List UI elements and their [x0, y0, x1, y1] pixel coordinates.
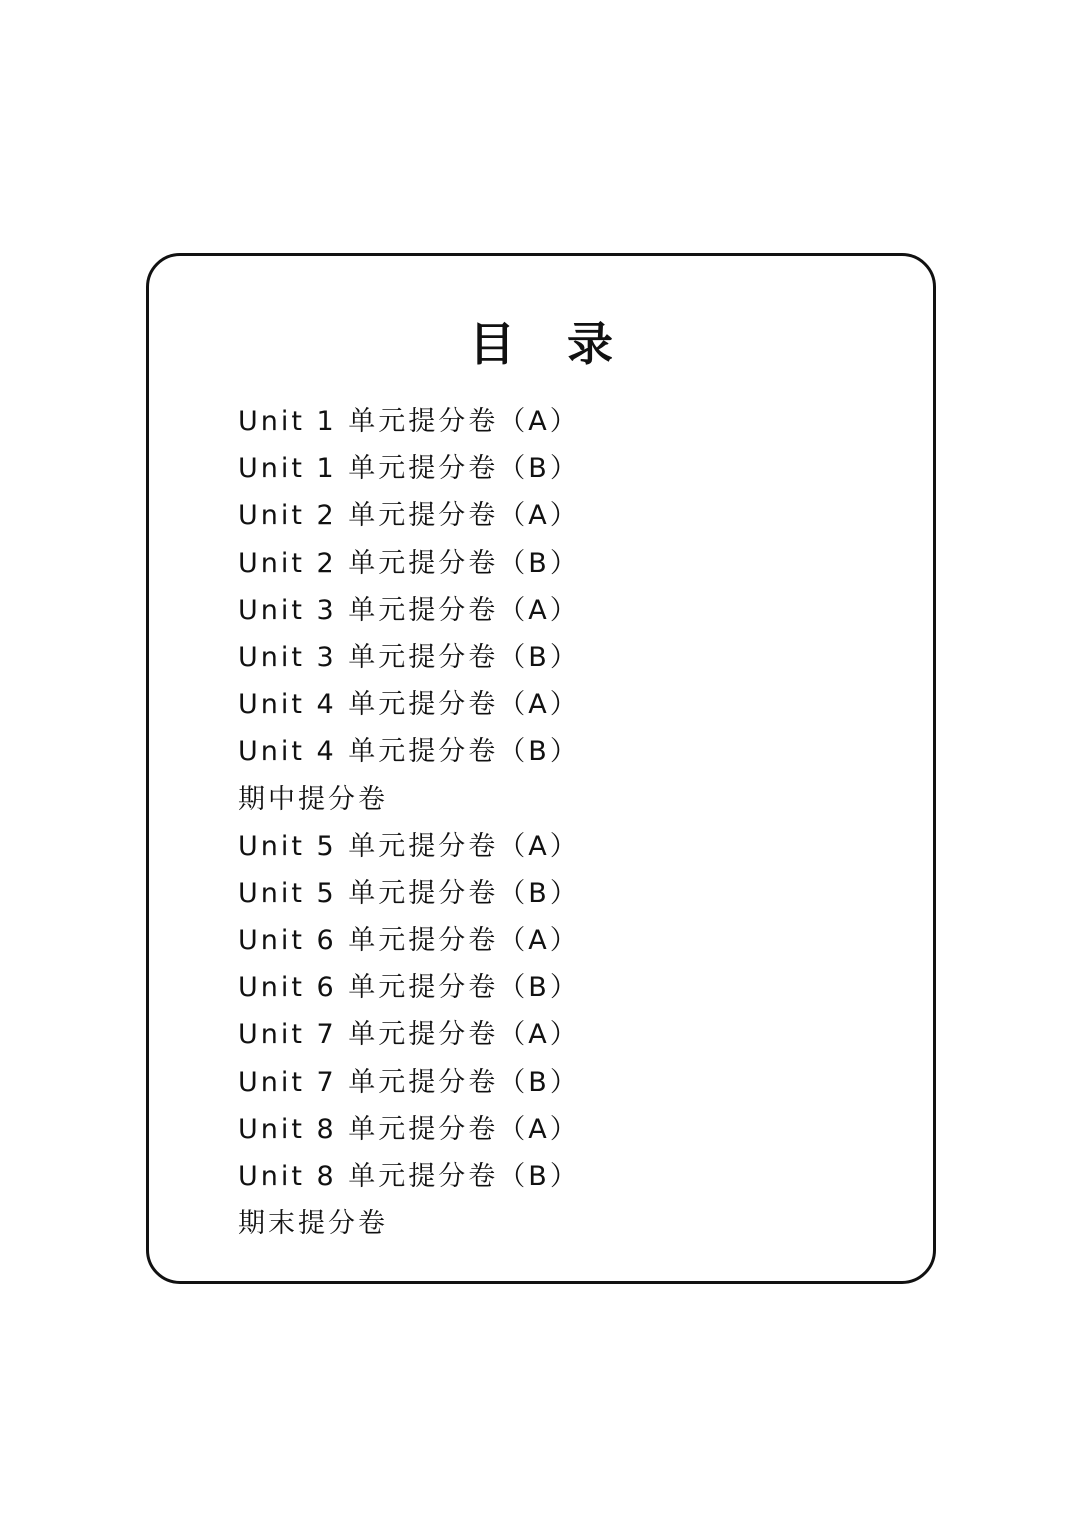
toc-entry[interactable]: Unit 8 单元提分卷（B）: [238, 1161, 580, 1192]
toc-entry[interactable]: Unit 6 单元提分卷（B）: [238, 972, 580, 1004]
toc-entry[interactable]: Unit 4 单元提分卷（B）: [238, 736, 580, 768]
toc-entry[interactable]: Unit 3 单元提分卷（A）: [238, 594, 580, 626]
toc-list: [238, 398, 580, 1247]
toc-entry[interactable]: Unit 5 单元提分卷（B）: [238, 877, 580, 909]
toc-entry[interactable]: Unit 6 单元提分卷（A）: [238, 925, 580, 957]
page-title: 目 录: [468, 317, 631, 371]
toc-entry[interactable]: Unit 7 单元提分卷（A）: [238, 1019, 580, 1051]
toc-entry[interactable]: Unit 2 单元提分卷（B）: [238, 547, 580, 579]
toc-entry[interactable]: Unit 2 单元提分卷（A）: [238, 500, 580, 532]
toc-entry[interactable]: Unit 7 单元提分卷（B）: [238, 1066, 580, 1098]
toc-entry[interactable]: Unit 1 单元提分卷（A）: [238, 406, 580, 437]
toc-entry[interactable]: 期末提分卷: [238, 1208, 388, 1240]
toc-entry[interactable]: Unit 4 单元提分卷（A）: [238, 689, 580, 721]
toc-entry[interactable]: Unit 3 单元提分卷（B）: [238, 641, 580, 673]
toc-entry[interactable]: 期中提分卷: [238, 783, 388, 815]
toc-entry[interactable]: Unit 5 单元提分卷（A）: [238, 830, 580, 862]
toc-entry[interactable]: Unit 1 单元提分卷（B）: [238, 453, 580, 485]
toc-entry[interactable]: Unit 8 单元提分卷（A）: [238, 1113, 580, 1145]
table-of-contents-box: [146, 253, 936, 1284]
